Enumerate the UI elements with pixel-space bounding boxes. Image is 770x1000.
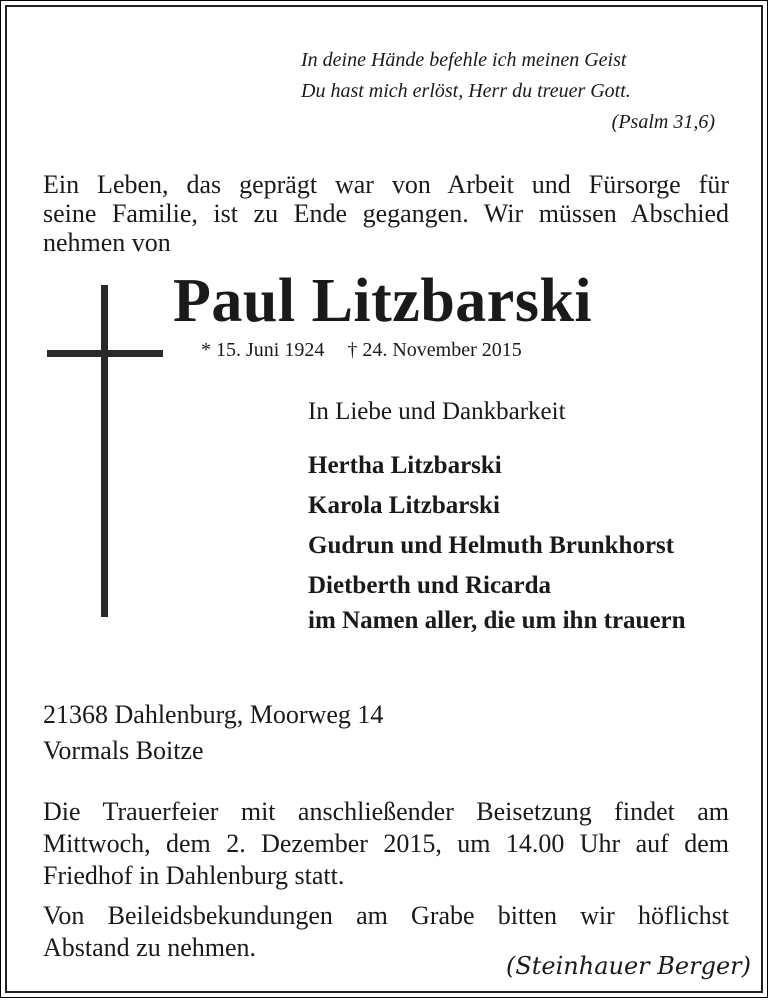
thanks-line: In Liebe und Dankbarkeit [308, 398, 566, 425]
publisher-signature: (Steinhauer Berger) [505, 952, 751, 980]
address-block [43, 697, 383, 769]
service-line-1: Die Trauerfeier mit anschließender Beisetzung findet am [43, 797, 729, 826]
psalm-line-1: In deine Hände befehle ich meinen Geist [301, 49, 627, 71]
death-date: † 24. November 2015 [347, 339, 522, 361]
service-info [43, 796, 729, 964]
mourner-name: Dietberth und Ricarda [308, 572, 552, 599]
mourner-name: Hertha Litzbarski [308, 452, 502, 479]
life-dates [201, 339, 522, 362]
intro-text [43, 170, 729, 257]
mourners-list [308, 446, 686, 636]
mourners-closing: im Namen aller, die um ihn trauern [308, 607, 686, 634]
service-line-2: Mittwoch, dem 2. Dezember 2015, um 14.00 Uhr auf dem [43, 829, 729, 858]
mourner-name: Gudrun und Helmuth Brunkhorst [308, 532, 675, 559]
intro-line-2: seine Familie, ist zu Ende gegangen. Wir müssen Abschied [43, 199, 729, 228]
service-line-5: Abstand zu nehmen. [43, 933, 257, 962]
address-line-1: 21368 Dahlenburg, Moorweg 14 [43, 700, 384, 729]
deceased-name: Paul Litzbarski [173, 267, 593, 335]
intro-line-3: nehmen von [43, 228, 171, 257]
cross-icon-vertical [101, 285, 108, 617]
psalm-line-2: Du hast mich erlöst, Herr du treuer Gott. [301, 80, 631, 102]
service-line-4: Von Beileidsbekundungen am Grabe bitten wir höflichst [43, 901, 729, 930]
mourner-name: Karola Litzbarski [308, 492, 500, 519]
cross-icon-horizontal [47, 350, 163, 357]
psalm-quote [301, 45, 719, 138]
intro-line-1: Ein Leben, das geprägt war von Arbeit und Fürsorge für [43, 170, 729, 199]
service-line-3: Friedhof in Dahlenburg statt. [43, 861, 345, 890]
birth-date: * 15. Juni 1924 [201, 339, 325, 361]
address-line-2: Vormals Boitze [43, 736, 204, 765]
psalm-reference: (Psalm 31,6) [611, 111, 715, 133]
